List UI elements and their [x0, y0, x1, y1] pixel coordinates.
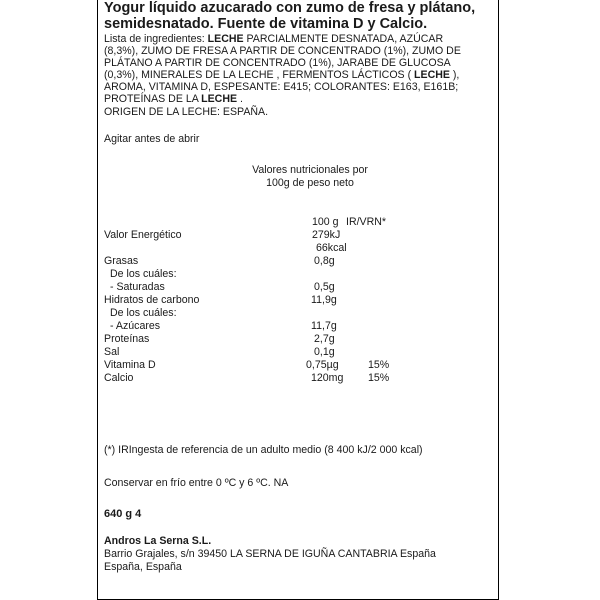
nutrient-label: - Saturadas: [110, 281, 165, 293]
allergen-leche: LECHE: [201, 93, 238, 106]
nutrient-value: 279kJ: [312, 229, 341, 241]
nutrition-header-line-1: Valores nutricionales por: [252, 164, 368, 176]
nutrient-value: 0,5g: [314, 281, 335, 293]
nutrient-label: - Azúcares: [110, 320, 161, 332]
nutrition-header-line-2: 100g de peso neto: [266, 177, 354, 189]
allergen-leche: LECHE: [207, 33, 244, 45]
nutrient-value: 0,1g: [314, 346, 335, 358]
usage-instructions: Agitar antes de abrir: [104, 133, 200, 145]
nutrient-label: De los cuáles:: [110, 268, 177, 280]
nutrient-ir-percent: 15%: [368, 359, 390, 371]
company-country: España, España: [104, 561, 182, 573]
footnote: (*) IRIngesta de referencia de un adulto medio (8 400 kJ/2 000 kcal): [104, 444, 423, 456]
ingredients-line-3: PLÁTANO A PARTIR DE CONCENTRADO (1%), JARABE DE GLUCOSA: [104, 57, 451, 70]
nutrient-value: 0,75µg: [306, 359, 339, 371]
column-header-irvrn: IR/VRN*: [346, 216, 387, 228]
ingredients-prefix: Lista de ingredientes:: [104, 33, 208, 45]
nutrient-label: De los cuáles:: [110, 307, 177, 319]
ingredients-text: .: [237, 93, 243, 106]
nutrient-value: 11,7g: [311, 320, 337, 332]
nutrient-value: 2,7g: [314, 333, 335, 345]
nutrient-value: 0,8g: [314, 255, 335, 267]
column-header-100g: 100 g: [312, 216, 339, 228]
nutrient-value: 66kcal: [316, 242, 347, 254]
net-weight: 640 g 4: [104, 508, 142, 520]
ingredients-line-6: [104, 93, 461, 105]
nutrient-ir-percent: 15%: [368, 372, 390, 384]
ingredients-text: PROTEÍNAS DE LA: [104, 93, 202, 106]
ingredients-block: [104, 33, 461, 118]
nutrient-label: Sal: [104, 346, 120, 358]
nutrient-label: Hidratos de carbono: [104, 294, 200, 306]
title-line-2: semidesnatado. Fuente de vitamina D y Calcio.: [104, 16, 428, 32]
nutrient-value: 120mg: [311, 372, 344, 384]
origin-line: ORIGEN DE LA LECHE: ESPAÑA.: [104, 105, 269, 118]
allergen-leche: LECHE: [414, 69, 450, 82]
company-address: Barrio Grajales, s/n 39450 LA SERNA DE IGUÑA CANTABRIA España: [104, 548, 436, 560]
ingredients-text: (0,3%), MINERALES DE LA LECHE , FERMENTOS LÁCTICOS (: [104, 69, 415, 82]
storage-instructions: Conservar en frío entre 0 ºC y 6 ºC. NA: [104, 477, 289, 489]
nutrient-label: Calcio: [104, 372, 134, 384]
nutrient-label: Proteínas: [104, 333, 150, 345]
nutrient-label: Valor Energético: [104, 229, 182, 241]
title-line-1: Yogur líquido azucarado con zumo de fresa y plátano,: [104, 0, 476, 16]
ingredients-text: ),: [449, 69, 460, 82]
ingredients-line-4: [104, 69, 461, 81]
ingredients-line-5: AROMA, VITAMINA D, ESPESANTE: E415; COLORANTES: E163, E161B;: [104, 81, 459, 94]
nutrient-label: Grasas: [104, 255, 139, 267]
product-title: [104, 0, 475, 32]
nutrient-value: 11,9g: [311, 294, 337, 306]
ingredients-line-2: (8,3%), ZUMO DE FRESA A PARTIR DE CONCENTRADO (1%), ZUMO DE: [104, 45, 461, 58]
nutrition-header: [230, 164, 390, 190]
nutrient-label: Vitamina D: [104, 359, 156, 371]
ingredients-text: PARCIALMENTE DESNATADA, AZÚCAR: [243, 33, 444, 45]
company-name: Andros La Serna S.L.: [104, 535, 212, 547]
ingredients-line-1: [104, 33, 461, 45]
